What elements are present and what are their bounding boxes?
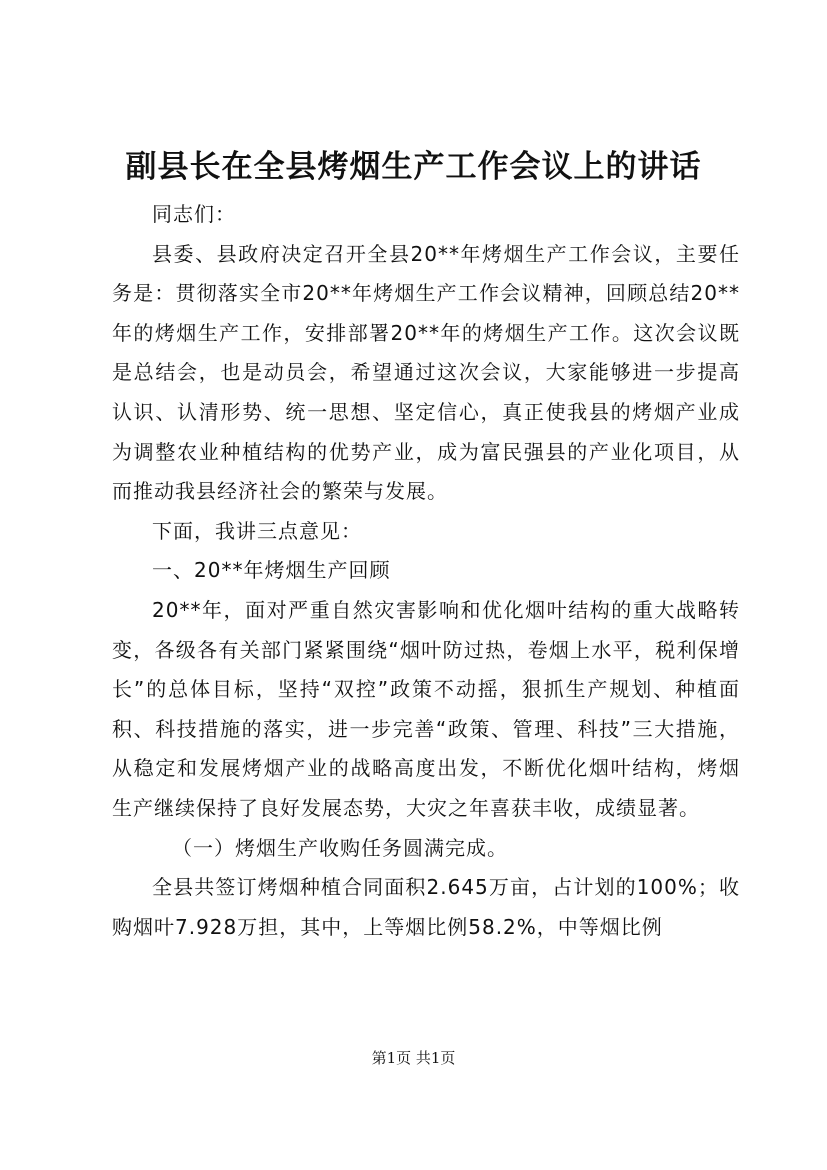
subsection-heading: （一）烤烟生产收购任务圆满完成。 [172,835,508,860]
outline-paragraph: 下面，我讲三点意见： [152,518,362,543]
review-paragraph: 20**年，面对严重自然灾害影响和优化烟叶结构的重大战略转变，各级各有关部门紧紧围绕“烟叶防过热，卷烟上水平，税利保增长”的总体目标，坚持“双控”政策不动摇，狠抓生产规划、种植面积、科技措施的落实，进一步完善“政策、管理、科技”三大措施，从稳定和发展烤烟产业的战略高度出发，不断优化烟叶结构，烤烟生产继续保持了良好发展态势，大灾之年喜获丰收，成绩显著。 [112,597,740,820]
intro-paragraph: 县委、县政府决定召开全县20**年烤烟生产工作会议，主要任务是：贯彻落实全市20**年烤烟生产工作会议精神，回顾总结20**年的烤烟生产工作，安排部署20**年的烤烟生产工作。这次会议既是总结会，也是动员会，希望通过这次会议，大家能够进一步提高认识、认清形势、统一思想、坚定信心，真正使我县的烤烟产业成为调整农业种植结构的优势产业，成为富民强县的产业化项目，从而推动我县经济社会的繁荣与发展。 [112,241,740,504]
salutation-paragraph: 同志们： [152,202,236,226]
page-footer: 第1页 共1页 [371,1049,456,1067]
section-heading: 一、20**年烤烟生产回顾 [152,558,391,583]
document-title: 副县长在全县烤烟生产工作会议上的讲话 [125,149,702,185]
statistics-paragraph: 全县共签订烤烟种植合同面积2.645万亩，占计划的100%；收购烟叶7.928万担，其中，上等烟比例58.2%，中等烟比例 [112,875,740,939]
document-body [112,195,740,947]
